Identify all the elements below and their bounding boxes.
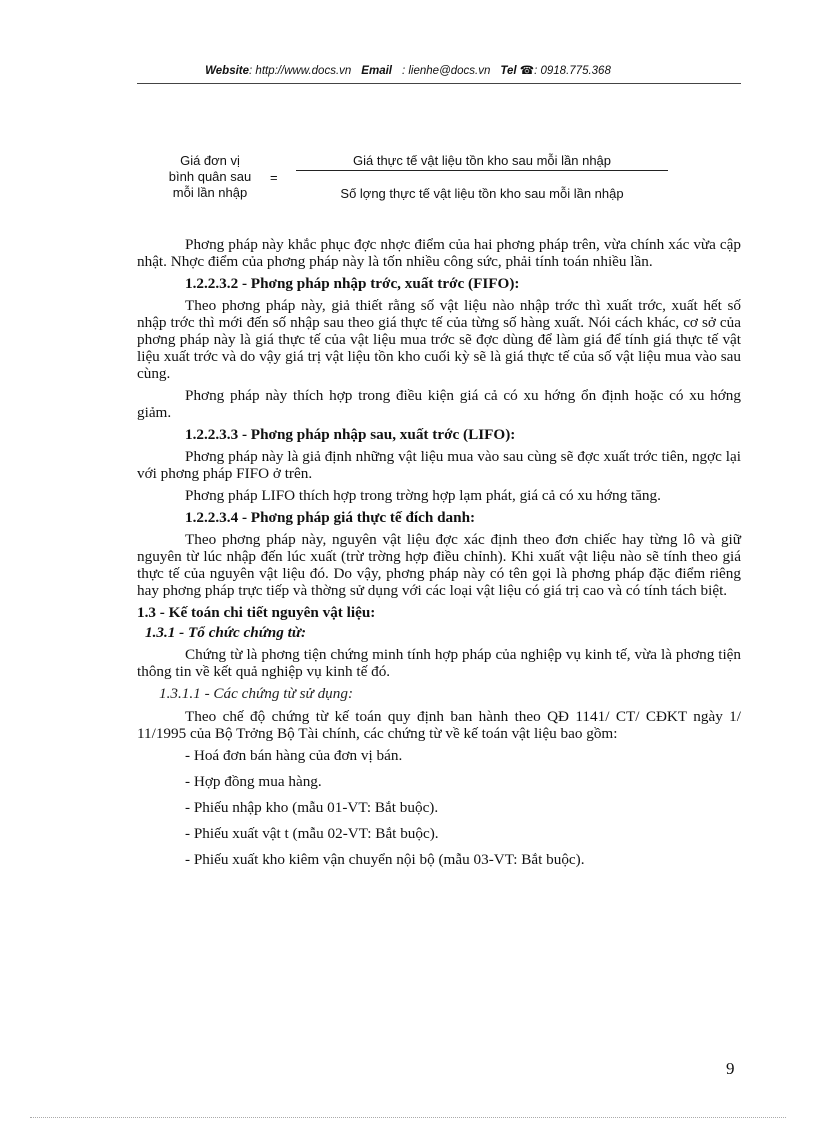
heading-section-1-3-1-1: 1.3.1.1 - Các chứng từ sử dụng: (159, 685, 354, 702)
page-number: 9 (726, 1059, 735, 1078)
paragraph: Phơng pháp LIFO thích hợp trong trờng hợp lạm phát, giá cả có xu hớng tăng. (185, 487, 661, 504)
heading-fifo: 1.2.2.3.2 - Phơng pháp nhập trớc, xuất trớc (FIFO): (185, 275, 520, 292)
website-label: Website (205, 65, 250, 77)
paragraph: Chứng từ là phơng tiện chứng minh tính hợp pháp của nghiệp vụ kinh tế, vừa là phơng tiện thông tin về kết quả nghiệp vụ kinh tế đó. (137, 646, 741, 680)
document-body (137, 236, 741, 877)
heading-specific-identification: 1.2.2.3.4 - Phơng pháp giá thực tế đích danh: (185, 509, 476, 526)
heading-section-1-3: 1.3 - Kế toán chi tiết nguyên vật liệu: (137, 604, 376, 621)
paragraph: Phơng pháp này là giả định những vật liệu mua vào sau cùng sẽ đợc xuất trớc tiên, ngợc lại với phơng pháp FIFO ở trên. (137, 448, 741, 482)
paragraph: Phơng pháp này khắc phục đợc nhợc điểm của hai phơng pháp trên, vừa chính xác vừa cập nhật. Nhợc điểm của phơng pháp này là tốn nhiều công sức, phải tính toán nhiều lần. (137, 236, 741, 270)
heading-section-1-3-1: 1.3.1 - Tổ chức chứng từ: (145, 624, 307, 641)
phone-icon: ☎ (519, 65, 535, 77)
paragraph: Theo phơng pháp này, giả thiết rằng số vật liệu nào nhập trớc thì xuất trớc, xuất hết số nhập trớc thì mới đến số nhập sau theo giá thực tế của từng số hàng xuất. Nói cách khác, cơ sở của phơng pháp này là giá thực tế của vật liệu mua trớc sẽ đợc dùng để làm giá để tính giá thực tế vật liệu xuất trớc và do vậy giá trị vật liệu tồn kho cuối kỳ sẽ là giá thực tế của số vật liệu mua vào sau cùng. (137, 297, 741, 382)
formula-left-term (150, 153, 270, 201)
formula-left-line: bình quân sau (168, 169, 252, 184)
formula-left-line: Giá đơn vị (180, 153, 240, 168)
tel-value: : 0918.775.368 (534, 65, 611, 77)
formula-equals: = (270, 170, 278, 185)
page-header (0, 63, 816, 77)
paragraph: Theo chế độ chứng từ kế toán quy định ban hành theo QĐ 1141/ CT/ CĐKT ngày 1/ 11/1995 của Bộ Trởng Bộ Tài chính, các chứng từ về kế toán vật liệu bao gồm: (137, 708, 741, 742)
email-label: Email (361, 65, 392, 77)
formula-numerator: Giá thực tế vật liệu tồn kho sau mỗi lần nhập (296, 153, 668, 171)
list-item: - Phiếu xuất vật t (mẫu 02-VT: Bắt buộc). (185, 825, 439, 842)
list-item: - Hoá đơn bán hàng của đơn vị bán. (185, 747, 403, 764)
paragraph: Phơng pháp này thích hợp trong điều kiện giá cả có xu hớng ổn định hoặc có xu hớng giảm. (137, 387, 741, 421)
tel-label: Tel (500, 65, 517, 77)
formula-denominator: Số lợng thực tế vật liệu tồn kho sau mỗi lần nhập (340, 186, 624, 201)
bottom-rule (30, 1117, 786, 1118)
email-value: : lienhe@docs.vn (401, 65, 491, 77)
heading-lifo: 1.2.2.3.3 - Phơng pháp nhập sau, xuất trớc (LIFO): (185, 426, 516, 443)
formula-left-line: mỗi lần nhập (172, 185, 248, 200)
list-item: - Phiếu xuất kho kiêm vận chuyển nội bộ (mẫu 03-VT: Bắt buộc). (185, 851, 585, 868)
list-item: - Hợp đồng mua hàng. (185, 773, 322, 790)
header-rule (137, 83, 741, 84)
website-value: : http://www.docs.vn (249, 65, 352, 77)
list-item: - Phiếu nhập kho (mẫu 01-VT: Bắt buộc). (185, 799, 439, 816)
paragraph: Theo phơng pháp này, nguyên vật liệu đợc xác định theo đơn chiếc hay từng lô và giữ nguyên từ lúc nhập đến lúc xuất (trừ trờng hợp điều chỉnh). Khi xuất vật liệu nào sẽ tính theo giá thực tế của nguyên vật liệu đó. Do vậy, phơng pháp này có tên gọi là phơng pháp đặc điểm riêng hay phơng pháp trực tiếp và thờng sử dụng với các loại vật liệu có giá trị cao và có tính tách biệt. (137, 531, 741, 599)
